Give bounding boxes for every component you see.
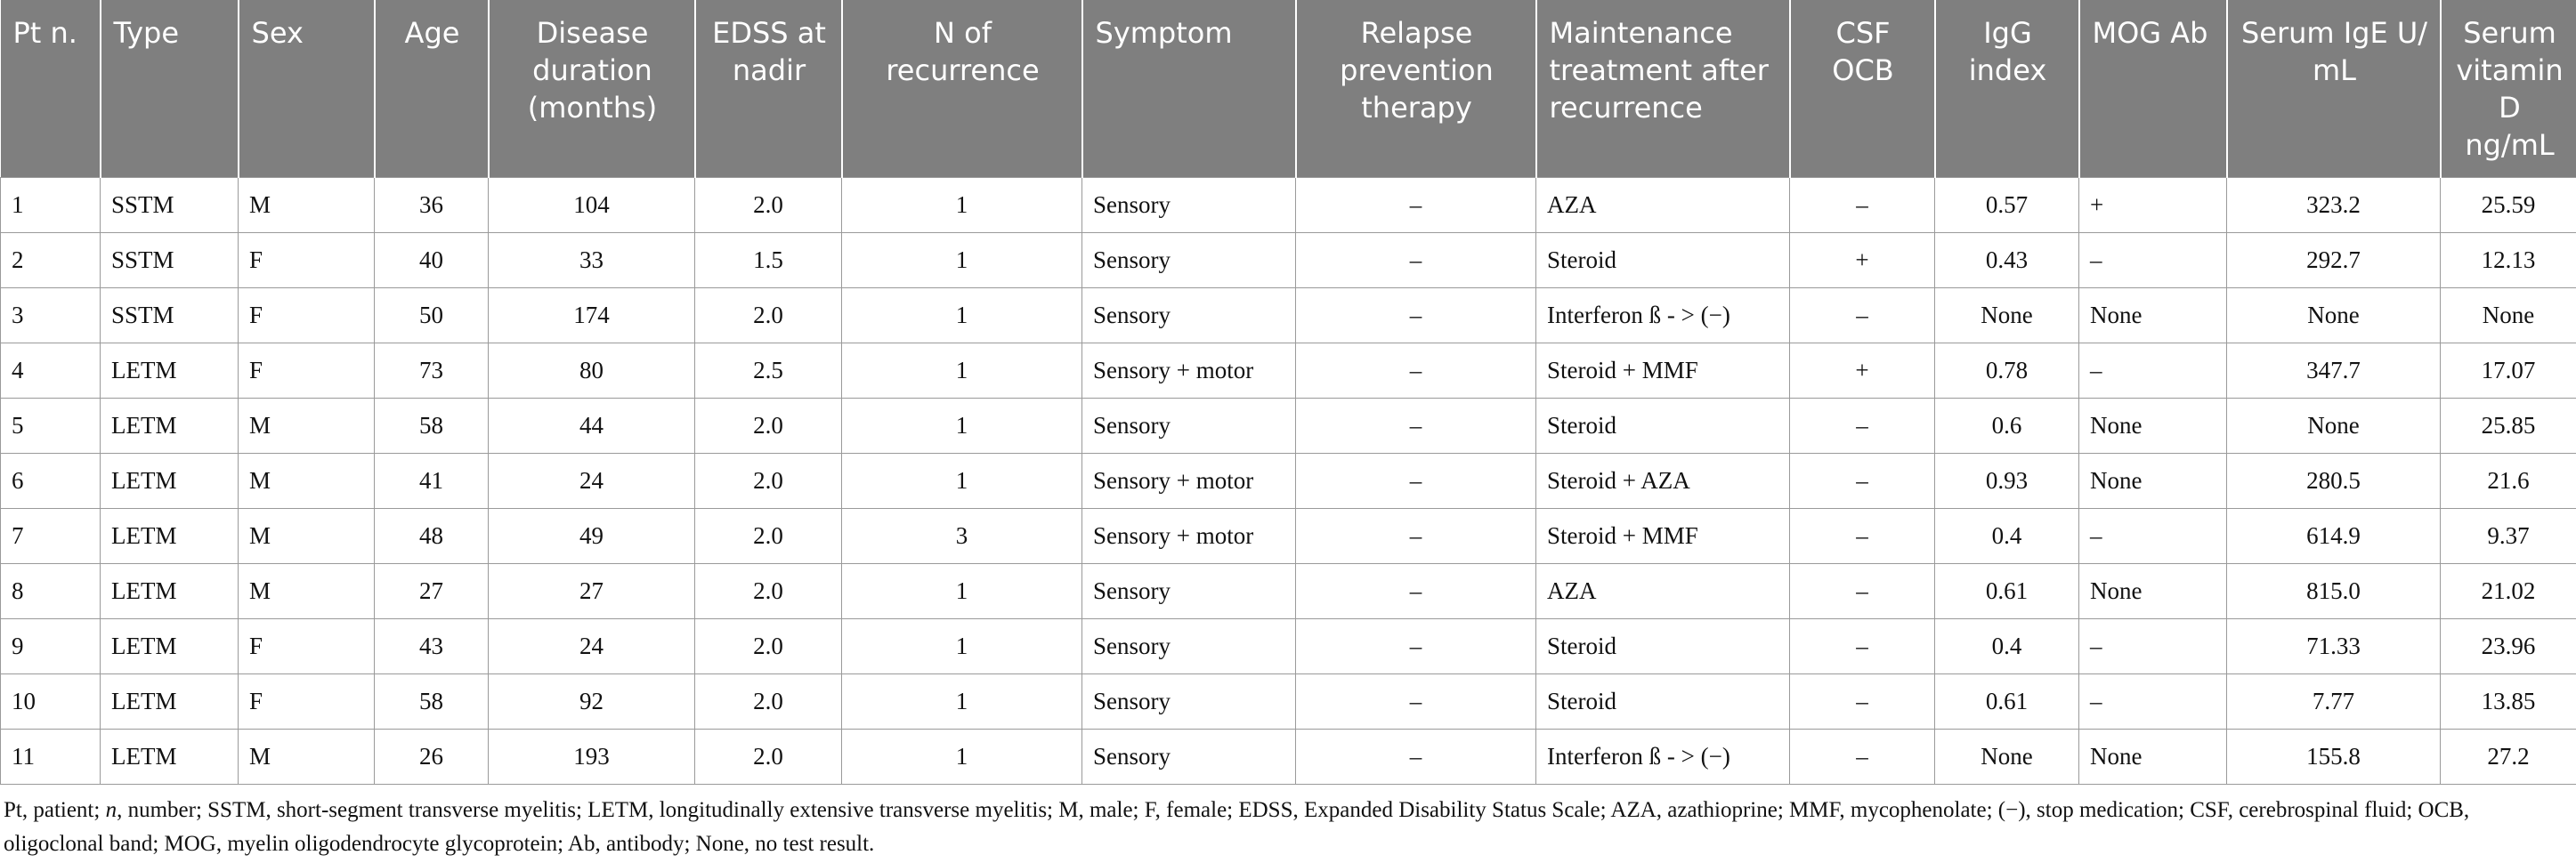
cell-relapse-prevention-therapy: – — [1296, 453, 1536, 508]
header-csf-ocb: CSF OCB — [1790, 0, 1935, 177]
cell-type: LETM — [101, 453, 239, 508]
cell-maintenance-treatment: Steroid + AZA — [1536, 453, 1790, 508]
cell-type: LETM — [101, 508, 239, 563]
cell-maintenance-treatment: Steroid — [1536, 673, 1790, 729]
cell-n-of-recurrence: 1 — [842, 563, 1082, 618]
cell-edss-at-nadir: 2.0 — [695, 453, 842, 508]
cell-pt-number: 7 — [1, 508, 101, 563]
table-row — [1, 398, 2576, 453]
footnote-italic-term: n — [105, 797, 117, 822]
cell-maintenance-treatment: Steroid — [1536, 232, 1790, 287]
cell-serum-ige: 71.33 — [2227, 618, 2441, 673]
cell-pt-number: 9 — [1, 618, 101, 673]
cell-disease-duration: 104 — [489, 177, 695, 232]
cell-symptom: Sensory — [1082, 673, 1296, 729]
cell-pt-number: 4 — [1, 343, 101, 398]
cell-sex: F — [239, 673, 375, 729]
cell-symptom: Sensory — [1082, 177, 1296, 232]
cell-pt-number: 11 — [1, 729, 101, 784]
cell-mog-ab: None — [2079, 729, 2227, 784]
cell-igg-index: 0.78 — [1935, 343, 2079, 398]
cell-relapse-prevention-therapy: – — [1296, 563, 1536, 618]
cell-mog-ab: – — [2079, 232, 2227, 287]
cell-sex: M — [239, 508, 375, 563]
cell-sex: F — [239, 232, 375, 287]
cell-symptom: Sensory + motor — [1082, 453, 1296, 508]
cell-relapse-prevention-therapy: – — [1296, 287, 1536, 343]
cell-igg-index: None — [1935, 729, 2079, 784]
cell-symptom: Sensory — [1082, 398, 1296, 453]
cell-age: 58 — [375, 398, 489, 453]
header-serum-ige: Serum IgE U/ mL — [2227, 0, 2441, 177]
cell-disease-duration: 24 — [489, 453, 695, 508]
cell-pt-number: 1 — [1, 177, 101, 232]
cell-serum-vitamin-d: 21.02 — [2441, 563, 2576, 618]
table-row — [1, 232, 2576, 287]
cell-igg-index: 0.61 — [1935, 673, 2079, 729]
cell-mog-ab: None — [2079, 563, 2227, 618]
cell-mog-ab: – — [2079, 673, 2227, 729]
cell-igg-index: 0.93 — [1935, 453, 2079, 508]
cell-sex: F — [239, 287, 375, 343]
cell-symptom: Sensory — [1082, 563, 1296, 618]
cell-n-of-recurrence: 3 — [842, 508, 1082, 563]
table-row — [1, 729, 2576, 784]
cell-csf-ocb: – — [1790, 177, 1935, 232]
cell-age: 58 — [375, 673, 489, 729]
cell-serum-ige: 815.0 — [2227, 563, 2441, 618]
cell-edss-at-nadir: 2.0 — [695, 508, 842, 563]
header-edss-at-nadir: EDSS at nadir — [695, 0, 842, 177]
cell-csf-ocb: + — [1790, 232, 1935, 287]
cell-disease-duration: 24 — [489, 618, 695, 673]
cell-serum-ige: 347.7 — [2227, 343, 2441, 398]
cell-n-of-recurrence: 1 — [842, 232, 1082, 287]
cell-edss-at-nadir: 1.5 — [695, 232, 842, 287]
header-pt-number: Pt n. — [1, 0, 101, 177]
cell-serum-ige: 292.7 — [2227, 232, 2441, 287]
cell-n-of-recurrence: 1 — [842, 618, 1082, 673]
header-maintenance-treatment: Maintenance treatment after recurrence — [1536, 0, 1790, 177]
cell-edss-at-nadir: 2.0 — [695, 398, 842, 453]
cell-relapse-prevention-therapy: – — [1296, 508, 1536, 563]
cell-sex: M — [239, 729, 375, 784]
cell-csf-ocb: + — [1790, 343, 1935, 398]
cell-type: SSTM — [101, 177, 239, 232]
header-symptom: Symptom — [1082, 0, 1296, 177]
cell-maintenance-treatment: Steroid — [1536, 398, 1790, 453]
cell-maintenance-treatment: AZA — [1536, 177, 1790, 232]
cell-csf-ocb: – — [1790, 673, 1935, 729]
cell-disease-duration: 27 — [489, 563, 695, 618]
cell-pt-number: 6 — [1, 453, 101, 508]
cell-symptom: Sensory — [1082, 287, 1296, 343]
cell-serum-vitamin-d: 9.37 — [2441, 508, 2576, 563]
cell-maintenance-treatment: Interferon ß - > (−) — [1536, 287, 1790, 343]
cell-maintenance-treatment: Interferon ß - > (−) — [1536, 729, 1790, 784]
cell-n-of-recurrence: 1 — [842, 287, 1082, 343]
cell-csf-ocb: – — [1790, 287, 1935, 343]
header-n-of-recurrence: N of recurrence — [842, 0, 1082, 177]
cell-mog-ab: – — [2079, 508, 2227, 563]
cell-edss-at-nadir: 2.0 — [695, 287, 842, 343]
cell-maintenance-treatment: Steroid + MMF — [1536, 508, 1790, 563]
cell-pt-number: 3 — [1, 287, 101, 343]
cell-age: 48 — [375, 508, 489, 563]
cell-disease-duration: 80 — [489, 343, 695, 398]
cell-igg-index: 0.43 — [1935, 232, 2079, 287]
cell-age: 36 — [375, 177, 489, 232]
cell-maintenance-treatment: Steroid — [1536, 618, 1790, 673]
table-row — [1, 508, 2576, 563]
cell-serum-ige: None — [2227, 287, 2441, 343]
header-age: Age — [375, 0, 489, 177]
cell-pt-number: 2 — [1, 232, 101, 287]
cell-relapse-prevention-therapy: – — [1296, 177, 1536, 232]
cell-disease-duration: 92 — [489, 673, 695, 729]
cell-n-of-recurrence: 1 — [842, 398, 1082, 453]
cell-edss-at-nadir: 2.5 — [695, 343, 842, 398]
header-type: Type — [101, 0, 239, 177]
cell-disease-duration: 44 — [489, 398, 695, 453]
cell-type: LETM — [101, 618, 239, 673]
cell-relapse-prevention-therapy: – — [1296, 398, 1536, 453]
cell-igg-index: 0.4 — [1935, 618, 2079, 673]
table-row — [1, 673, 2576, 729]
cell-maintenance-treatment: AZA — [1536, 563, 1790, 618]
header-sex: Sex — [239, 0, 375, 177]
cell-age: 27 — [375, 563, 489, 618]
cell-sex: M — [239, 563, 375, 618]
cell-edss-at-nadir: 2.0 — [695, 729, 842, 784]
cell-mog-ab: None — [2079, 287, 2227, 343]
table-row — [1, 287, 2576, 343]
cell-igg-index: None — [1935, 287, 2079, 343]
cell-maintenance-treatment: Steroid + MMF — [1536, 343, 1790, 398]
cell-mog-ab: None — [2079, 398, 2227, 453]
cell-serum-ige: 323.2 — [2227, 177, 2441, 232]
cell-serum-ige: 7.77 — [2227, 673, 2441, 729]
header-disease-duration: Disease duration (months) — [489, 0, 695, 177]
cell-type: LETM — [101, 673, 239, 729]
cell-csf-ocb: – — [1790, 563, 1935, 618]
cell-age: 40 — [375, 232, 489, 287]
footnote-text: Pt, patient; — [4, 797, 106, 822]
cell-csf-ocb: – — [1790, 508, 1935, 563]
cell-symptom: Sensory + motor — [1082, 508, 1296, 563]
cell-disease-duration: 174 — [489, 287, 695, 343]
header-igg-index: IgG index — [1935, 0, 2079, 177]
cell-edss-at-nadir: 2.0 — [695, 177, 842, 232]
header-mog-ab: MOG Ab — [2079, 0, 2227, 177]
cell-serum-vitamin-d: 25.85 — [2441, 398, 2576, 453]
cell-sex: F — [239, 618, 375, 673]
cell-type: SSTM — [101, 287, 239, 343]
cell-relapse-prevention-therapy: – — [1296, 673, 1536, 729]
cell-pt-number: 10 — [1, 673, 101, 729]
cell-csf-ocb: – — [1790, 398, 1935, 453]
cell-n-of-recurrence: 1 — [842, 729, 1082, 784]
cell-relapse-prevention-therapy: – — [1296, 618, 1536, 673]
table-footnote — [0, 785, 2564, 861]
table-row — [1, 177, 2576, 232]
cell-serum-vitamin-d: 23.96 — [2441, 618, 2576, 673]
header-row — [1, 0, 2576, 177]
cell-serum-vitamin-d: 13.85 — [2441, 673, 2576, 729]
cell-igg-index: 0.61 — [1935, 563, 2079, 618]
cell-mog-ab: None — [2079, 453, 2227, 508]
cell-symptom: Sensory — [1082, 729, 1296, 784]
cell-csf-ocb: – — [1790, 453, 1935, 508]
table-row — [1, 563, 2576, 618]
table-row — [1, 453, 2576, 508]
cell-edss-at-nadir: 2.0 — [695, 618, 842, 673]
cell-type: SSTM — [101, 232, 239, 287]
cell-relapse-prevention-therapy: – — [1296, 232, 1536, 287]
cell-serum-vitamin-d: 17.07 — [2441, 343, 2576, 398]
cell-serum-vitamin-d: 12.13 — [2441, 232, 2576, 287]
table-body — [1, 177, 2576, 784]
cell-n-of-recurrence: 1 — [842, 673, 1082, 729]
table-header — [1, 0, 2576, 177]
cell-csf-ocb: – — [1790, 618, 1935, 673]
cell-type: LETM — [101, 398, 239, 453]
header-relapse-prevention-therapy: Relapse prevention therapy — [1296, 0, 1536, 177]
cell-igg-index: 0.57 — [1935, 177, 2079, 232]
cell-igg-index: 0.4 — [1935, 508, 2079, 563]
cell-serum-ige: 280.5 — [2227, 453, 2441, 508]
cell-sex: M — [239, 453, 375, 508]
cell-igg-index: 0.6 — [1935, 398, 2079, 453]
cell-mog-ab: – — [2079, 343, 2227, 398]
cell-serum-vitamin-d: 25.59 — [2441, 177, 2576, 232]
footnote-text: , number; SSTM, short-segment transverse myelitis; LETM, longitudinally extensive transverse myelitis; M, male; F, female; EDSS, Expanded Disability Status Scale; AZA, azathioprine; MMF, mycophenolate; (−), stop medication; CSF, cerebrospinal fluid; OCB, oligoclonal band; MOG, myelin oligodendrocyte glycoprotein; Ab, antibody; None, no test result. — [4, 797, 2470, 856]
cell-age: 50 — [375, 287, 489, 343]
cell-type: LETM — [101, 343, 239, 398]
cell-pt-number: 8 — [1, 563, 101, 618]
cell-n-of-recurrence: 1 — [842, 343, 1082, 398]
cell-serum-vitamin-d: None — [2441, 287, 2576, 343]
cell-serum-ige: None — [2227, 398, 2441, 453]
cell-relapse-prevention-therapy: – — [1296, 343, 1536, 398]
cell-disease-duration: 49 — [489, 508, 695, 563]
cell-sex: M — [239, 398, 375, 453]
cell-age: 73 — [375, 343, 489, 398]
cell-age: 41 — [375, 453, 489, 508]
table-row — [1, 618, 2576, 673]
cell-symptom: Sensory — [1082, 232, 1296, 287]
cell-disease-duration: 33 — [489, 232, 695, 287]
cell-age: 43 — [375, 618, 489, 673]
cell-serum-ige: 614.9 — [2227, 508, 2441, 563]
cell-sex: M — [239, 177, 375, 232]
cell-type: LETM — [101, 563, 239, 618]
header-serum-vitamin-d: Serum vitamin D ng/mL — [2441, 0, 2576, 177]
cell-symptom: Sensory — [1082, 618, 1296, 673]
cell-n-of-recurrence: 1 — [842, 453, 1082, 508]
cell-age: 26 — [375, 729, 489, 784]
cell-edss-at-nadir: 2.0 — [695, 673, 842, 729]
cell-serum-ige: 155.8 — [2227, 729, 2441, 784]
cell-relapse-prevention-therapy: – — [1296, 729, 1536, 784]
cell-edss-at-nadir: 2.0 — [695, 563, 842, 618]
cell-type: LETM — [101, 729, 239, 784]
cell-serum-vitamin-d: 27.2 — [2441, 729, 2576, 784]
cell-symptom: Sensory + motor — [1082, 343, 1296, 398]
cell-pt-number: 5 — [1, 398, 101, 453]
cell-mog-ab: + — [2079, 177, 2227, 232]
table-row — [1, 343, 2576, 398]
cell-mog-ab: – — [2079, 618, 2227, 673]
cell-disease-duration: 193 — [489, 729, 695, 784]
cell-serum-vitamin-d: 21.6 — [2441, 453, 2576, 508]
cell-n-of-recurrence: 1 — [842, 177, 1082, 232]
cell-sex: F — [239, 343, 375, 398]
cell-csf-ocb: – — [1790, 729, 1935, 784]
